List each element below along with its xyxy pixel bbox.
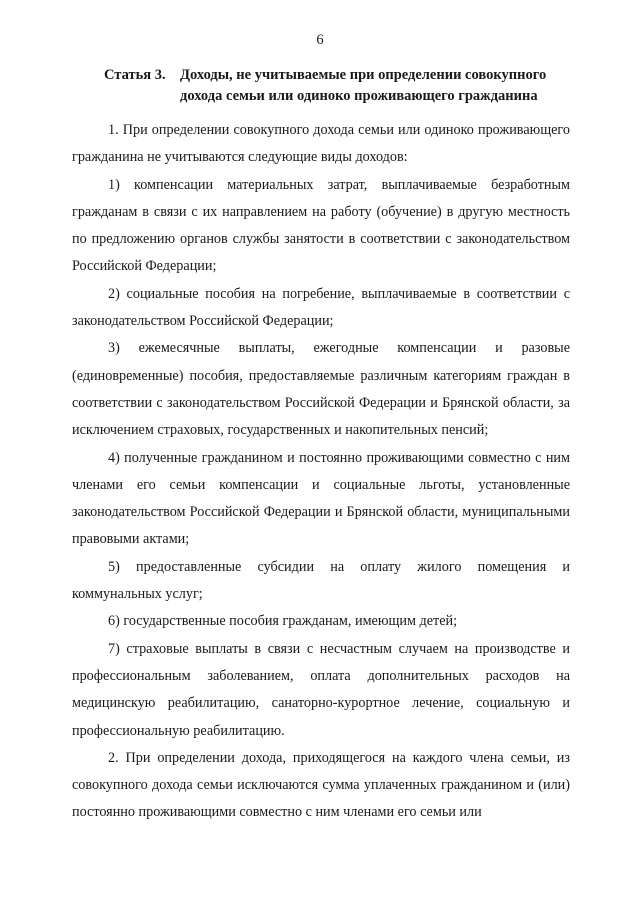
- page-number: 6: [316, 32, 324, 48]
- article-title: Доходы, не учитываемые при определении совокупного дохода семьи или одиноко проживающего гражданина: [180, 67, 547, 104]
- article-label: Статья 3.: [104, 67, 166, 83]
- list-item-1: 1) компенсации материальных затрат, выплачиваемые безработным гражданам в связи с их направлением на работу (обучение) в другую местность по предложению органов службы занятости в соответствии с законодательством Российской Федерации;: [72, 176, 570, 275]
- list-item-4: 4) полученные гражданином и постоянно проживающими совместно с ним членами его семьи компенсации и социальные льготы, установленные законодательством Российской Федерации и Брянской области, муниципальными правовыми актами;: [72, 449, 570, 548]
- list-item-3: 3) ежемесячные выплаты, ежегодные компенсации и разовые (единовременные) пособия, предоставляемые различным категориям граждан в соответствии с законодательством Российской Федерации и Брянской области, за исключением страховых, государственных и накопительных пенсий;: [72, 340, 570, 439]
- list-item-5: 5) предоставленные субсидии на оплату жилого помещения и коммунальных услуг;: [72, 558, 570, 603]
- paragraph-2: 2. При определении дохода, приходящегося на каждого члена семьи, из совокупного дохода семьи исключаются сумма уплаченных гражданином и (или) постоянно проживающими совместно с ним членами его семьи или: [72, 749, 570, 821]
- list-item-7: 7) страховые выплаты в связи с несчастным случаем на производстве и профессиональным заболеванием, оплата дополнительных расходов на медицинскую реабилитацию, санаторно-курортное лечение, социальную и профессиональную реабилитацию.: [72, 640, 570, 739]
- list-item-2: 2) социальные пособия на погребение, выплачиваемые в соответствии с законодательством Российской Федерации;: [72, 285, 570, 330]
- article-heading: [104, 65, 574, 107]
- list-item-6: 6) государственные пособия гражданам, имеющим детей;: [108, 613, 458, 630]
- paragraph-1: 1. При определении совокупного дохода семьи или одиноко проживающего гражданина не учитываются следующие виды доходов:: [72, 122, 570, 166]
- article-body: [72, 117, 570, 827]
